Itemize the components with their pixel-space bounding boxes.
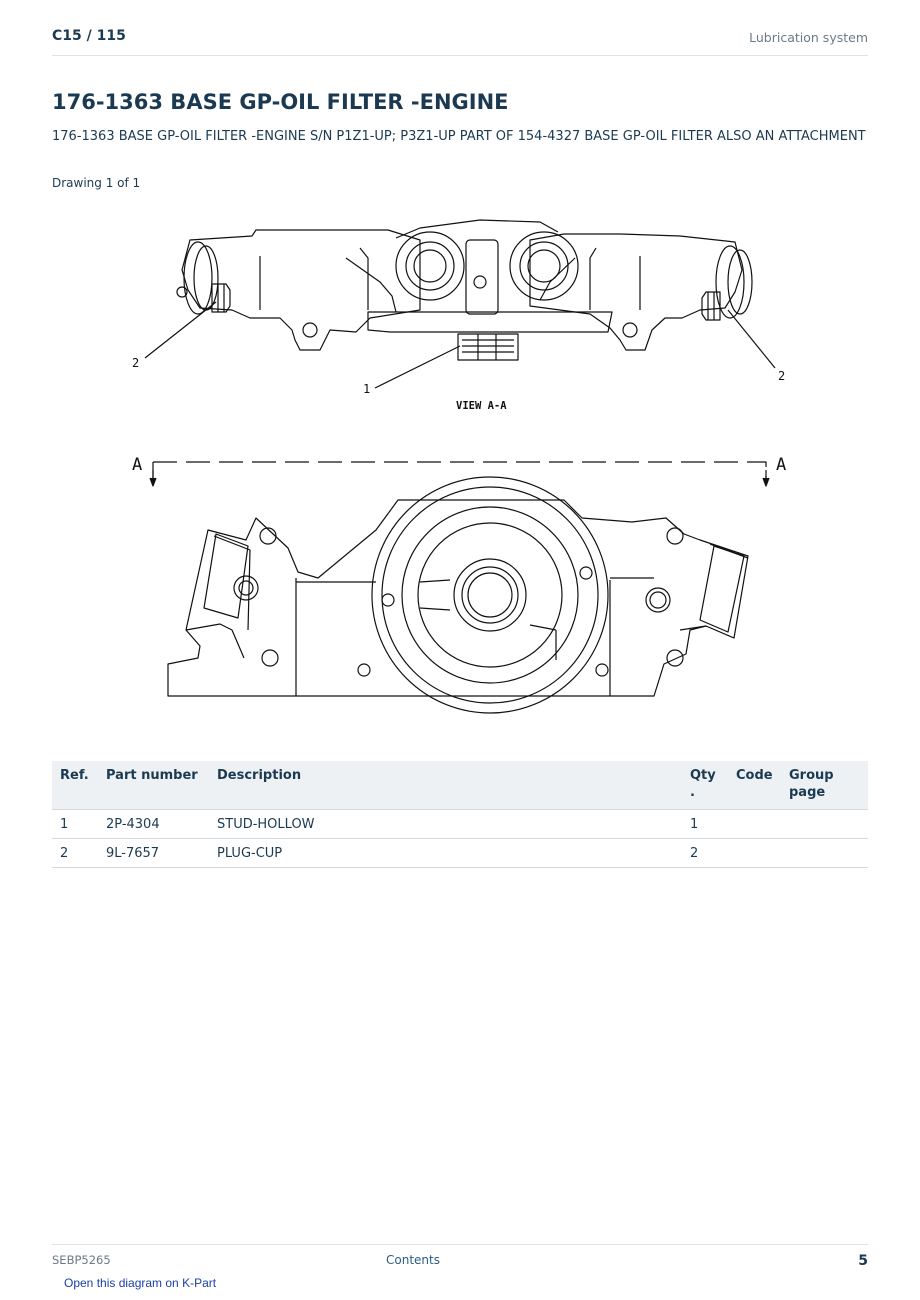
page-header	[52, 26, 868, 56]
model-page-indicator: C15 / 115	[52, 28, 126, 44]
table-header-row	[52, 761, 868, 810]
filter-mount-outer	[372, 477, 608, 713]
stud-hollow	[458, 334, 518, 360]
cell-description: PLUG-CUP	[209, 839, 682, 868]
page-number: 5	[858, 1253, 868, 1269]
cell-qty: 1	[682, 810, 728, 839]
cell-group-page	[781, 810, 868, 839]
cell-qty: 2	[682, 839, 728, 868]
oil-filter-base-drawing	[120, 200, 800, 720]
table-row	[52, 810, 868, 839]
cell-part-number: 2P-4304	[98, 810, 209, 839]
cell-ref: 2	[52, 839, 98, 868]
table-row	[52, 839, 868, 868]
section-name: Lubrication system	[749, 30, 868, 45]
section-marker-left: A	[132, 455, 143, 475]
callout-2-right: 2	[778, 369, 786, 383]
col-code: Code	[728, 761, 781, 810]
page-title: 176-1363 BASE GP-OIL FILTER -ENGINE	[52, 90, 509, 114]
col-ref: Ref.	[52, 761, 98, 810]
parts-table	[52, 761, 868, 868]
callout-2-left: 2	[132, 356, 140, 370]
page-footer	[52, 1244, 868, 1274]
page-subtitle: 176-1363 BASE GP-OIL FILTER -ENGINE S/N P1Z1-UP; P3Z1-UP PART OF 154-4327 BASE GP-OIL FILTER ALSO AN ATTACHMENT	[52, 129, 866, 144]
cell-ref: 1	[52, 810, 98, 839]
cell-group-page	[781, 839, 868, 868]
col-part-number: Part number	[98, 761, 209, 810]
view-label: VIEW A-A	[456, 400, 507, 412]
cell-description: STUD-HOLLOW	[209, 810, 682, 839]
bottom-body	[168, 500, 748, 696]
cell-code	[728, 810, 781, 839]
parts-diagram	[120, 200, 800, 720]
col-group-page: Group page	[781, 761, 868, 810]
kpart-link[interactable]: Open this diagram on K-Part	[64, 1276, 217, 1290]
drawing-label: Drawing 1 of 1	[52, 176, 141, 190]
top-center-body	[368, 312, 612, 332]
document-id: SEBP5265	[52, 1253, 111, 1267]
col-description: Description	[209, 761, 682, 810]
callout-1: 1	[363, 382, 371, 396]
contents-link[interactable]: Contents	[386, 1253, 440, 1267]
left-plug-cup	[212, 284, 230, 312]
section-marker-right: A	[776, 455, 787, 475]
cell-part-number: 9L-7657	[98, 839, 209, 868]
section-line-a	[153, 462, 766, 482]
col-qty: Qty .	[682, 761, 728, 810]
center-bore	[454, 559, 526, 631]
cell-code	[728, 839, 781, 868]
